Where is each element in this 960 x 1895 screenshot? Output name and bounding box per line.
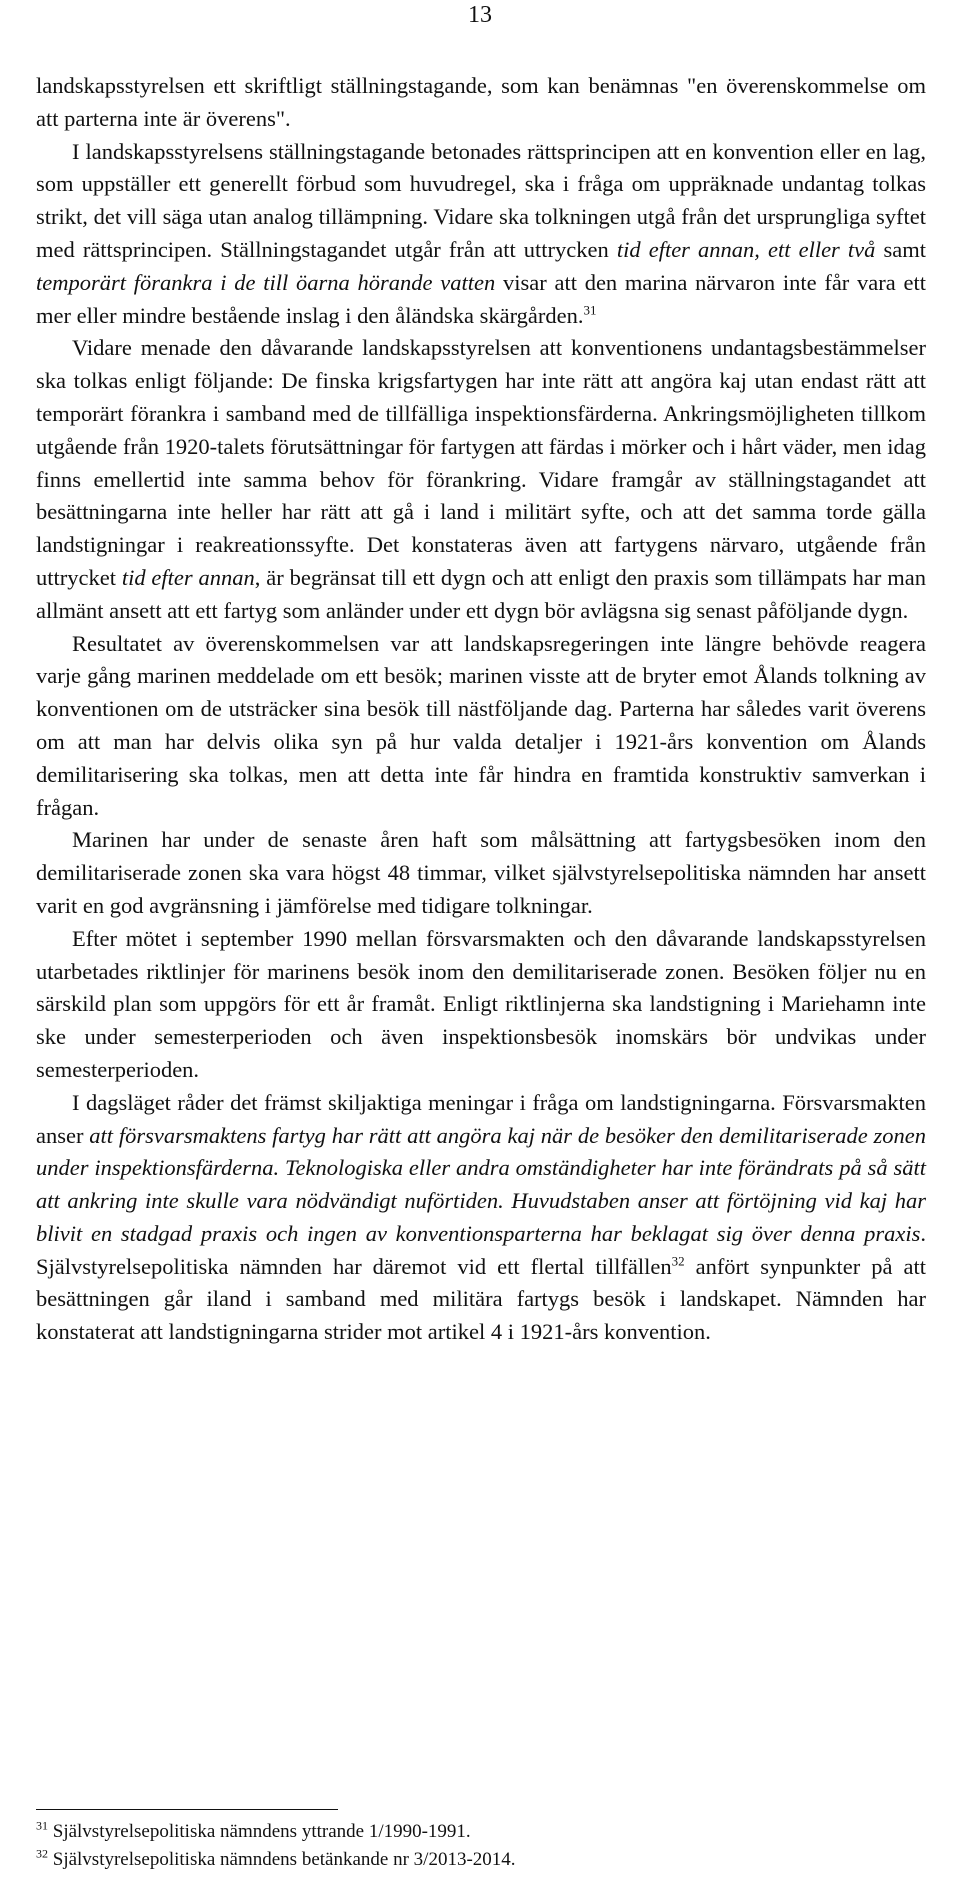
paragraph [36, 70, 926, 136]
italic-text: temporärt förankra i de till öarna hörande vatten [36, 269, 496, 295]
italic-text: att försvarsmaktens fartyg har rätt att angöra kaj när de besöker den demilitariserade zonen under inspektionsfärderna. Teknologiska eller andra omständigheter har inte förändrats på så sätt att ankring inte skulle vara nödvändigt nuförtiden. Huvudstaben anser att förtöjning vid kaj har blivit en stadgad praxis och ingen av konventionsparterna har beklagat sig över denna praxis [36, 1122, 926, 1246]
italic-text: tid efter annan [121, 564, 255, 590]
footnote [36, 1846, 926, 1874]
text-segment: Resultatet av överenskommelsen var att landskapsregeringen inte längre behövde reagera varje gång marinen meddelade om ett besök; marinen visste att de bryter emot Ålands tolkning av konventionen om de utsträcker sina besök till nästföljande dag. Parterna har således varit överens om att man har delvis olika syn på hur valda detaljer i 1921-års konvention om Ålands demilitarisering ska tolkas, men att detta inte får hindra en framtida konstruktiv samverkan i frågan. [36, 630, 926, 820]
paragraph [36, 628, 926, 825]
text-segment: . Självstyrelsepolitiska nämnden har däremot vid ett flertal tillfällen [36, 1220, 926, 1279]
footnote-text: Självstyrelsepolitiska nämndens betänkande nr 3/2013-2014. [48, 1849, 516, 1870]
footnote-reference: 31 [583, 302, 597, 318]
text-segment: visar att den marina närvaron inte får vara ett mer eller mindre bestående inslag i den åländska skärgården. [36, 269, 927, 328]
footnote-number: 31 [36, 1818, 48, 1833]
text-segment: , är begränsat till ett dygn och att enligt den praxis som tillämpats har man allmänt ansett att ett fartyg som anländer under ett dygn bör avlägsna sig senast påföljande dygn. [36, 564, 926, 623]
paragraph [36, 332, 926, 627]
body-text [36, 70, 926, 1349]
paragraph [36, 923, 926, 1087]
text-segment: samt [875, 236, 926, 262]
footnote-text: Självstyrelsepolitiska nämndens yttrande 1/1990-1991. [48, 1821, 471, 1842]
text-segment: I landskapsstyrelsens ställningstagande betonades rättsprincipen att en konvention eller en lag, som uppställer ett generellt förbud som huvudregel, ska i fråga om uppräknade undantag tolkas strikt, det vill säga utan analog tillämpning. Vidare ska tolkningen utgå från det ursprungliga syftet med rättsprincipen. Ställningstagandet utgår från att uttrycken [36, 138, 926, 262]
paragraph [36, 1087, 926, 1349]
footnote-separator [36, 1809, 338, 1810]
text-segment: Efter mötet i september 1990 mellan försvarsmakten och den dåvarande landskapsstyrelsen utarbetades riktlinjer för marinens besök inom den demilitariserade zonen. Besöken följer nu en särskild plan som uppgörs för ett år framåt. Enligt riktlinjerna ska landstigning i Mariehamn inte ske under semesterperioden och även inspektionsbesök inomskärs bör undvikas under semesterperioden. [36, 925, 926, 1082]
text-segment: I dagsläget råder det främst skiljaktiga meningar i fråga om landstigningarna. Försvarsmakten anser [36, 1089, 926, 1148]
text-segment: landskapsstyrelsen ett skriftligt ställningstagande, som kan benämnas "en överenskommelse om att parterna inte är överens". [36, 73, 926, 131]
text-segment: Marinen har under de senaste åren haft som målsättning att fartygsbesöken inom den demilitariserade zonen ska vara högst 48 timmar, vilket självstyrelsepolitiska nämnden har ansett varit en god avgränsning i jämförelse med tidigare tolkningar. [36, 827, 926, 918]
footnotes [36, 1818, 926, 1874]
text-segment: Vidare menade den dåvarande landskapsstyrelsen att konventionens undantagsbestämmelser ska tolkas enligt följande: De finska krigsfartygen har inte rätt att angöra kaj utan endast rätt att temporärt förankra i samband med de tillfälliga inspektionsfärderna. Ankringsmöjligheten tillkom utgående från 1920-talets förutsättningar för fartygen att färdas i mörker och i hårt väder, men idag finns emellertid inte samma behov för förankring. Vidare framgår av ställningstagandet att besättningarna inte heller har rätt att gå i land i militärt syfte, och att det samma torde gälla landstigningar i reakreationssyfte. Det konstateras även att fartygens närvaro, utgående från uttrycket [36, 335, 927, 590]
footnote-number: 32 [36, 1846, 48, 1861]
italic-text: tid efter annan, ett eller två [616, 236, 876, 262]
page-number: 13 [468, 2, 492, 28]
text-segment: anfört synpunkter på att besättningen går iland i samband med militära fartygs besök i landskapet. Nämnden har konstaterat att landstigningarna strider mot artikel 4 i 1921-års konvention. [36, 1253, 927, 1345]
footnote [36, 1818, 926, 1846]
paragraph [36, 824, 926, 922]
paragraph [36, 136, 926, 333]
footnote-reference: 32 [671, 1253, 685, 1269]
